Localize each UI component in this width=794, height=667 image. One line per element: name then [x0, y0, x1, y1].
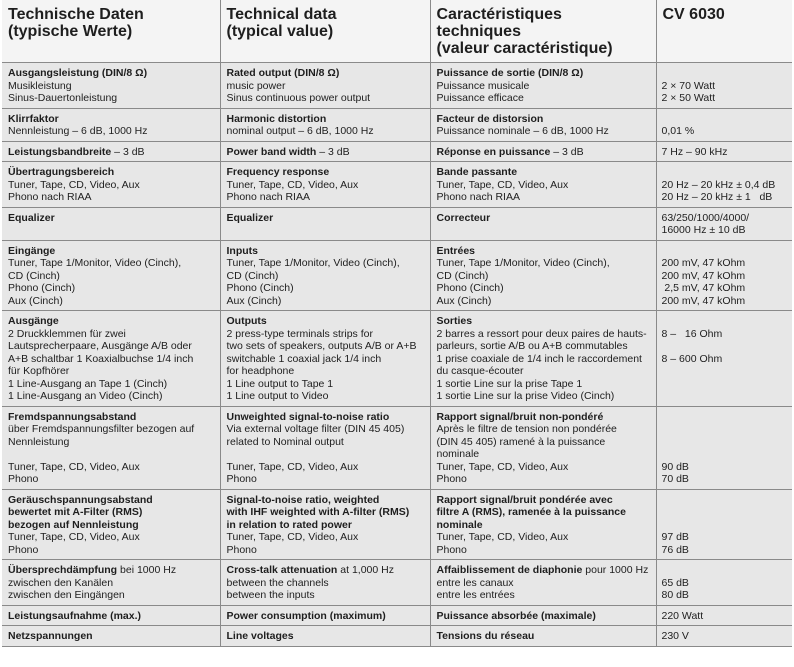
row-title: Outputs [226, 315, 267, 327]
row-title: Eingänge [8, 244, 56, 257]
table-row [2, 141, 792, 162]
row-title: Leistungsbandbreite [8, 145, 112, 158]
cell-value: 90 dB 70 dB [656, 406, 792, 489]
row-body: Puissance nominale – 6 dB, 1000 Hz [436, 125, 609, 137]
cell-german [2, 63, 220, 109]
cell-english [220, 560, 430, 606]
row-body: 2 press-type terminals strips for two sets of speakers, outputs A/B or A+B switchable 1 coaxial jack 1/4 inch for headphone 1 Line output to Tape 1 1 Line output to Video [226, 327, 417, 402]
row-body: entre les canaux entre les entrées [436, 576, 515, 601]
cell-english [220, 162, 430, 208]
row-title: Frequency response [226, 166, 330, 178]
row-title: Übertragungsbereich [8, 166, 115, 178]
cell-value: 20 Hz – 20 kHz ± 0,4 dB 20 Hz – 20 kHz ± 1 dB [656, 162, 792, 208]
row-body: Tuner, Tape, CD, Video, Aux Phono nach RIAA [8, 178, 140, 203]
row-suffix: – 3 dB [316, 145, 350, 158]
row-title: Rapport signal/bruit non-pondéré [436, 410, 604, 423]
row-title: Sorties [436, 315, 473, 327]
cell-english [220, 240, 430, 311]
cell-german [2, 406, 220, 489]
row-title: Correcteur [436, 211, 491, 224]
table-row [2, 605, 792, 626]
header-french: Caractéristiques techniques (valeur caractéristique) [430, 0, 656, 63]
row-title: Signal-to-noise ratio, weighted with IHF weighted with A-filter (RMS) in relation to rated power [226, 493, 410, 531]
cell-english [220, 489, 430, 560]
row-body: zwischen den Kanälen zwischen den Eingängen [8, 576, 125, 601]
cell-german [2, 240, 220, 311]
cell-french [430, 108, 656, 141]
cell-english [220, 605, 430, 626]
row-body: between the channels between the inputs [226, 576, 329, 601]
row-title: Klirrfaktor [8, 112, 59, 125]
row-body: Tuner, Tape, CD, Video, Aux Phono nach RIAA [436, 178, 569, 203]
cell-german [2, 605, 220, 626]
row-body: Après le filtre de tension non pondérée (DIN 45 405) ramené à la puissance nominale Tuner, Tape, CD, Video, Aux Phono [436, 423, 617, 485]
technical-data-table [2, 0, 792, 647]
row-body: über Fremdspannungsfilter bezogen auf Nennleistung Tuner, Tape, CD, Video, Aux Phono [8, 423, 195, 485]
cell-german [2, 560, 220, 606]
table-row [2, 406, 792, 489]
row-body: Tuner, Tape 1/Monitor, Video (Cinch), CD (Cinch) Phono (Cinch) Aux (Cinch) [226, 257, 400, 307]
row-title: Line voltages [226, 630, 294, 642]
cell-english [220, 626, 430, 647]
cell-value: 97 dB 76 dB [656, 489, 792, 560]
cell-french [430, 406, 656, 489]
cell-french [430, 489, 656, 560]
row-body: Musikleistung Sinus-Dauertonleistung [8, 79, 118, 104]
cell-value: 0,01 % [656, 108, 792, 141]
row-title: Equalizer [226, 211, 274, 224]
row-title: Ausgangsleistung (DIN/8 Ω) [8, 67, 148, 79]
row-title: Rapport signal/bruit pondérée avec filtre A (RMS), ramenée à la puissance nominale [436, 493, 626, 531]
cell-english [220, 63, 430, 109]
row-title: Puissance absorbée (maximale) [436, 609, 596, 622]
row-title: Equalizer [8, 211, 55, 224]
row-title: Bande passante [436, 166, 518, 178]
row-body: Via external voltage filter (DIN 45 405) related to Nominal output Tuner, Tape, CD, Video, Aux Phono [226, 423, 405, 485]
header-german: Technische Daten (typische Werte) [2, 0, 220, 63]
cell-german [2, 311, 220, 407]
row-title: Puissance de sortie (DIN/8 Ω) [436, 67, 584, 79]
row-title: Inputs [226, 244, 258, 257]
cell-german [2, 626, 220, 647]
row-title: Entrées [436, 244, 476, 257]
row-body: Nennleistung – 6 dB, 1000 Hz [8, 125, 148, 137]
header-row [2, 0, 792, 63]
cell-french [430, 626, 656, 647]
cell-value: 200 mV, 47 kOhm 200 mV, 47 kOhm 2,5 mV, 47 kOhm 200 mV, 47 kOhm [656, 240, 792, 311]
header-model: CV 6030 [656, 0, 792, 63]
row-title: Facteur de distorsion [436, 112, 544, 125]
cell-value: 8 – 16 Ohm 8 – 600 Ohm [656, 311, 792, 407]
cell-french [430, 560, 656, 606]
row-title: Power band width [226, 145, 317, 158]
cell-german [2, 489, 220, 560]
row-body: Tuner, Tape 1/Monitor, Video (Cinch), CD (Cinch) Phono (Cinch) Aux (Cinch) [8, 257, 182, 307]
table-row [2, 240, 792, 311]
row-title: Übersprechdämpfung [8, 564, 118, 576]
row-body: Puissance musicale Puissance efficace [436, 79, 530, 104]
row-body: nominal output – 6 dB, 1000 Hz [226, 125, 374, 137]
table-row [2, 207, 792, 240]
row-suffix: – 3 dB [550, 145, 584, 158]
cell-french [430, 311, 656, 407]
row-body: Tuner, Tape, CD, Video, Aux Phono nach RIAA [226, 178, 359, 203]
cell-german [2, 207, 220, 240]
cell-german [2, 141, 220, 162]
cell-french [430, 141, 656, 162]
cell-value: 7 Hz – 90 kHz [656, 141, 792, 162]
header-english: Technical data (typical value) [220, 0, 430, 63]
row-title: Ausgänge [8, 315, 59, 327]
cell-value: 230 V [656, 626, 792, 647]
cell-french [430, 240, 656, 311]
table-row [2, 63, 792, 109]
cell-german [2, 162, 220, 208]
cell-value: 220 Watt [656, 605, 792, 626]
cell-german [2, 108, 220, 141]
cell-value: 65 dB 80 dB [656, 560, 792, 606]
row-suffix: at 1,000 Hz [337, 564, 394, 576]
row-title: Harmonic distortion [226, 112, 327, 125]
table-row [2, 162, 792, 208]
row-title: Réponse en puissance [436, 145, 551, 158]
cell-english [220, 108, 430, 141]
row-body: Tuner, Tape 1/Monitor, Video (Cinch), CD (Cinch) Phono (Cinch) Aux (Cinch) [436, 257, 610, 307]
row-title: Fremdspannungsabstand [8, 410, 137, 423]
table-row [2, 489, 792, 560]
row-body: 2 barres a ressort pour deux paires de hauts- parleurs, sortie A/B ou A+B commutables 1 prise coaxiale de 1/4 inch le raccordement du casque-écouter 1 sortie Line sur la prise Tape 1 1 sortie Line sur la prise Video (Cinch) [436, 327, 647, 402]
row-title: Geräuschspannungsabstand bewertet mit A-Filter (RMS) bezogen auf Nennleistung [8, 493, 153, 531]
cell-value: 2 × 70 Watt 2 × 50 Watt [656, 63, 792, 109]
table-row [2, 108, 792, 141]
row-suffix: pour 1000 Hz [582, 564, 649, 576]
cell-english [220, 311, 430, 407]
row-title: Leistungsaufnahme (max.) [8, 609, 142, 622]
cell-value: 63/250/1000/4000/ 16000 Hz ± 10 dB [656, 207, 792, 240]
cell-french [430, 162, 656, 208]
row-body: 2 Druckklemmen für zwei Lautsprecherpaare, Ausgänge A/B oder A+B schaltbar 1 Koaxialbuchse 1/4 inch für Kopfhörer 1 Line-Ausgang an Tape 1 (Cinch) 1 Line-Ausgang an Video (Cinch) [8, 327, 194, 402]
row-body: Tuner, Tape, CD, Video, Aux Phono [8, 531, 140, 556]
cell-french [430, 63, 656, 109]
row-body: music power Sinus continuous power output [226, 79, 371, 104]
cell-english [220, 207, 430, 240]
cell-french [430, 207, 656, 240]
cell-french [430, 605, 656, 626]
row-title: Netzspannungen [8, 630, 93, 642]
row-title: Rated output (DIN/8 Ω) [226, 67, 340, 79]
cell-english [220, 141, 430, 162]
row-suffix: – 3 dB [111, 145, 145, 158]
row-suffix: bei 1000 Hz [117, 564, 177, 576]
row-title: Tensions du réseau [436, 630, 535, 642]
row-body: Tuner, Tape, CD, Video, Aux Phono [226, 531, 359, 556]
table-row [2, 560, 792, 606]
row-title: Affaiblissement de diaphonie [436, 564, 583, 576]
row-body: Tuner, Tape, CD, Video, Aux Phono [436, 531, 569, 556]
cell-english [220, 406, 430, 489]
row-title: Cross-talk attenuation [226, 564, 338, 576]
row-title: Power consumption (maximum) [226, 609, 386, 622]
table-row [2, 626, 792, 647]
row-title: Unweighted signal-to-noise ratio [226, 410, 390, 423]
table-row [2, 311, 792, 407]
